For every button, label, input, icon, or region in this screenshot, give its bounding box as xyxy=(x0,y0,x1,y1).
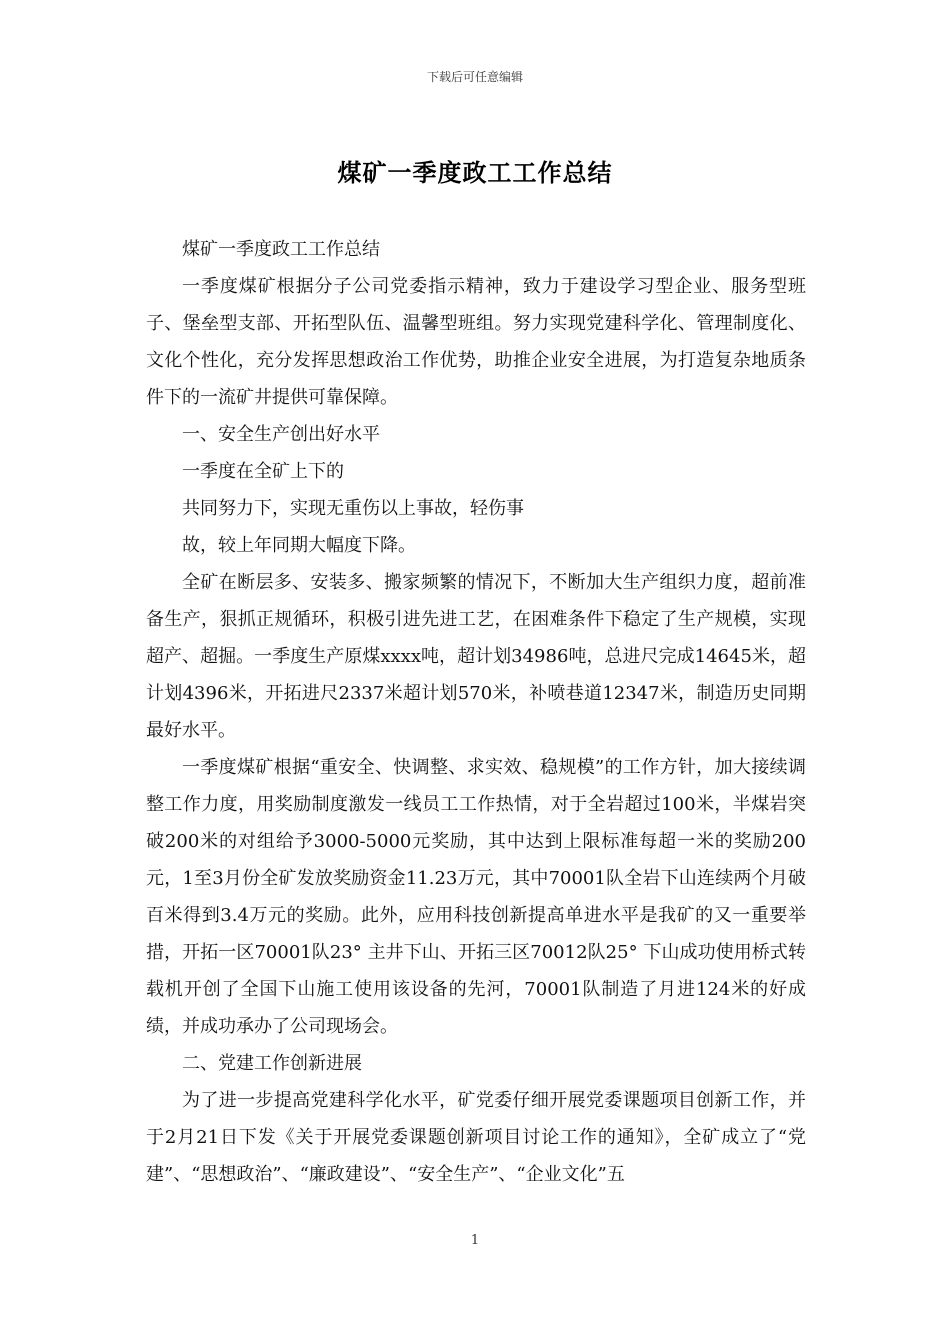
body-paragraph-party-building: 为了进一步提高党建科学化水平，矿党委仔细开展党委课题项目创新工作，并于2月21日下发《关于开展党委课题创新项目讨论工作的通知》，全矿成立了“党建”、“思想政治”、“廉政建设”、“安全生产”、“企业文化”五 xyxy=(146,1090,806,1185)
header-note: 下载后可任意编辑 xyxy=(426,70,523,84)
document-title: 煤矿一季度政工工作总结 xyxy=(337,158,613,187)
body-line: 一季度在全矿上下的 xyxy=(182,461,344,482)
body-line-subtitle: 煤矿一季度政工工作总结 xyxy=(182,239,380,260)
body-paragraph-production: 全矿在断层多、安装多、搬家频繁的情况下，不断加大生产组织力度，超前准备生产，狠抓正规循环，积极引进先进工艺，在困难条件下稳定了生产规模，实现超产、超掘。一季度生产原煤xxxx吨，超计划34986吨，总进尺完成14645米，超计划4396米，开拓进尺2337米超计划570米，补喷巷道12347米，制造历史同期最好水平。 xyxy=(146,572,806,741)
section-heading-safety: 一、安全生产创出好水平 xyxy=(182,424,380,445)
body-line: 共同努力下，实现无重伤以上事故，轻伤事 xyxy=(182,498,524,519)
section-heading-party-building: 二、党建工作创新进展 xyxy=(182,1053,362,1074)
body-line: 故，较上年同期大幅度下降。 xyxy=(182,535,416,556)
page-number: 1 xyxy=(470,1233,480,1248)
body-paragraph-intro: 一季度煤矿根据分子公司党委指示精神，致力于建设学习型企业、服务型班子、堡垒型支部、开拓型队伍、温馨型班组。努力实现党建科学化、管理制度化、文化个性化，充分发挥思想政治工作优势，助推企业安全进展，为打造复杂地质条件下的一流矿井提供可靠保障。 xyxy=(146,276,806,408)
body-paragraph-incentives: 一季度煤矿根据“重安全、快调整、求实效、稳规模”的工作方针，加大接续调整工作力度，用奖励制度激发一线员工工作热情，对于全岩超过100米，半煤岩突破200米的对组给予3000-5000元奖励，其中达到上限标准每超一米的奖励200元，1至3月份全矿发放奖励资金11.23万元，其中70001队全岩下山连续两个月破百米得到3.4万元的奖励。此外，应用科技创新提高单进水平是我矿的又一重要举措，开拓一区70001队23° 主井下山、开拓三区70012队25° 下山成功使用桥式转载机开创了全国下山施工使用该设备的先河，70001队制造了月进124米的好成绩，并成功承办了公司现场会。 xyxy=(146,757,806,1037)
document-body xyxy=(146,231,806,1193)
